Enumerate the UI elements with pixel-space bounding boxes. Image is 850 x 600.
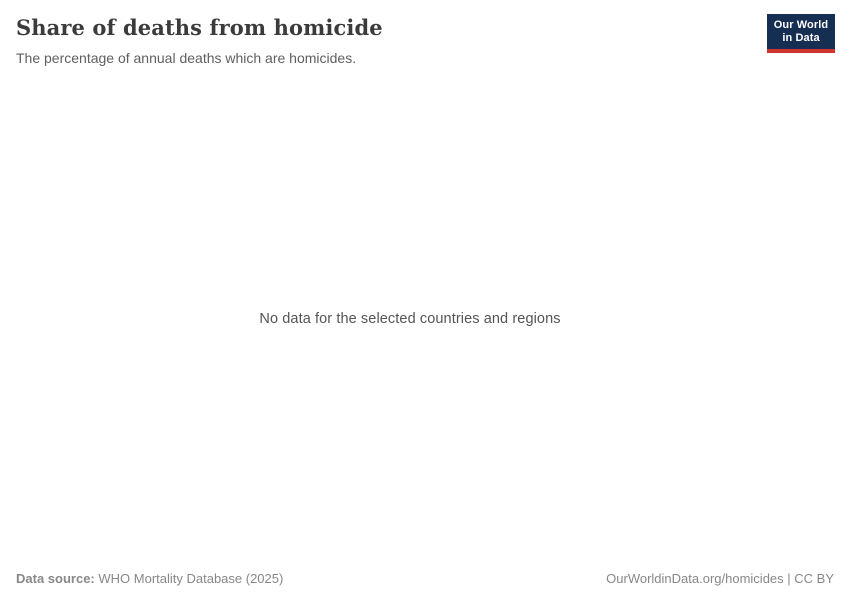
header-text: [16, 14, 383, 67]
data-source-label: Data source:: [16, 571, 99, 586]
page-subtitle: The percentage of annual deaths which are homicides.: [16, 50, 357, 66]
no-data-message: No data for the selected countries and regions: [259, 310, 561, 327]
owid-logo-line2: in Data: [782, 31, 820, 44]
data-source-value[interactable]: WHO Mortality Database (2025): [98, 571, 284, 586]
attribution-link[interactable]: OurWorldinData.org/homicides | CC BY: [606, 571, 834, 586]
owid-logo-line1: Our World: [773, 18, 829, 31]
page-title: Share of deaths from homicide: [16, 15, 383, 40]
data-source: [16, 570, 283, 587]
chart-plot-area: [0, 67, 850, 570]
chart-header: [0, 0, 850, 67]
owid-logo[interactable]: [767, 14, 835, 53]
chart-footer: [0, 570, 850, 600]
